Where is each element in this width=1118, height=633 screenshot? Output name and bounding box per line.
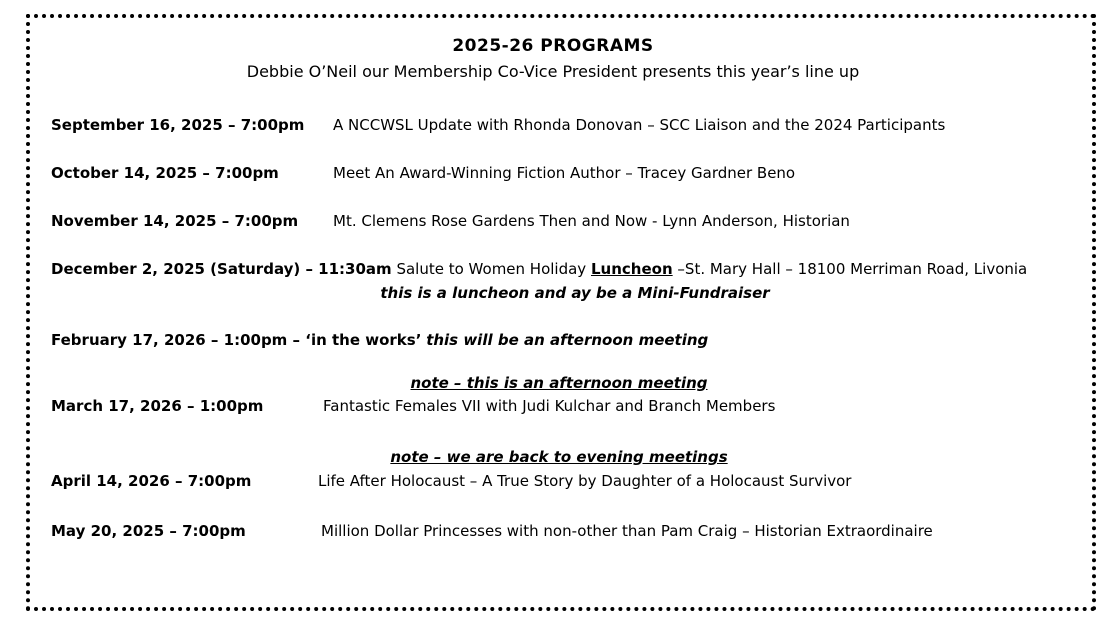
program-row-feb bbox=[51, 331, 708, 349]
program-description: Fantastic Females VII with Judi Kulchar and Branch Members bbox=[323, 397, 776, 415]
program-description: Meet An Award-Winning Fiction Author – Tracey Gardner Beno bbox=[333, 164, 796, 182]
program-row-sep bbox=[51, 116, 304, 134]
program-date: December 2, 2025 (Saturday) – 11:30am bbox=[51, 260, 392, 278]
program-date: September 16, 2025 – 7:00pm bbox=[51, 116, 305, 134]
luncheon-emphasis: Luncheon bbox=[590, 260, 673, 278]
program-date: April 14, 2026 – 7:00pm bbox=[51, 472, 252, 490]
program-description: Life After Holocaust – A True Story by Daughter of a Holocaust Survivor bbox=[318, 472, 852, 490]
program-row-may bbox=[51, 522, 246, 540]
evening-note: note – we are back to evening meetings bbox=[390, 448, 728, 466]
afternoon-note: note – this is an afternoon meeting bbox=[410, 374, 708, 392]
program-description-post: –St. Mary Hall – 18100 Merriman Road, Livonia bbox=[677, 260, 1028, 278]
program-row-oct bbox=[51, 164, 279, 182]
luncheon-note: this is a luncheon and ay be a Mini-Fundraiser bbox=[380, 284, 770, 302]
program-description: Mt. Clemens Rose Gardens Then and Now - Lynn Anderson, Historian bbox=[333, 212, 850, 230]
program-description bbox=[396, 260, 1027, 278]
program-date: October 14, 2025 – 7:00pm bbox=[51, 164, 279, 182]
page-title: 2025-26 PROGRAMS bbox=[452, 36, 654, 56]
program-description: A NCCWSL Update with Rhonda Donovan – SCC Liaison and the 2024 Participants bbox=[333, 116, 946, 134]
page-subtitle: Debbie O’Neil our Membership Co-Vice President presents this year’s line up bbox=[246, 62, 860, 81]
program-description: Million Dollar Princesses with non-other than Pam Craig – Historian Extraordinaire bbox=[321, 522, 933, 540]
program-row-apr bbox=[51, 472, 251, 490]
program-row-dec bbox=[51, 260, 1027, 278]
program-description: this will be an afternoon meeting bbox=[426, 331, 709, 349]
program-description-pre: Salute to Women Holiday bbox=[396, 260, 587, 278]
program-date: November 14, 2025 – 7:00pm bbox=[51, 212, 299, 230]
program-row-nov bbox=[51, 212, 298, 230]
program-row-mar bbox=[51, 397, 263, 415]
program-date: March 17, 2026 – 1:00pm bbox=[51, 397, 264, 415]
program-date: February 17, 2026 – 1:00pm – ‘in the works’ bbox=[51, 331, 422, 349]
program-date: May 20, 2025 – 7:00pm bbox=[51, 522, 246, 540]
